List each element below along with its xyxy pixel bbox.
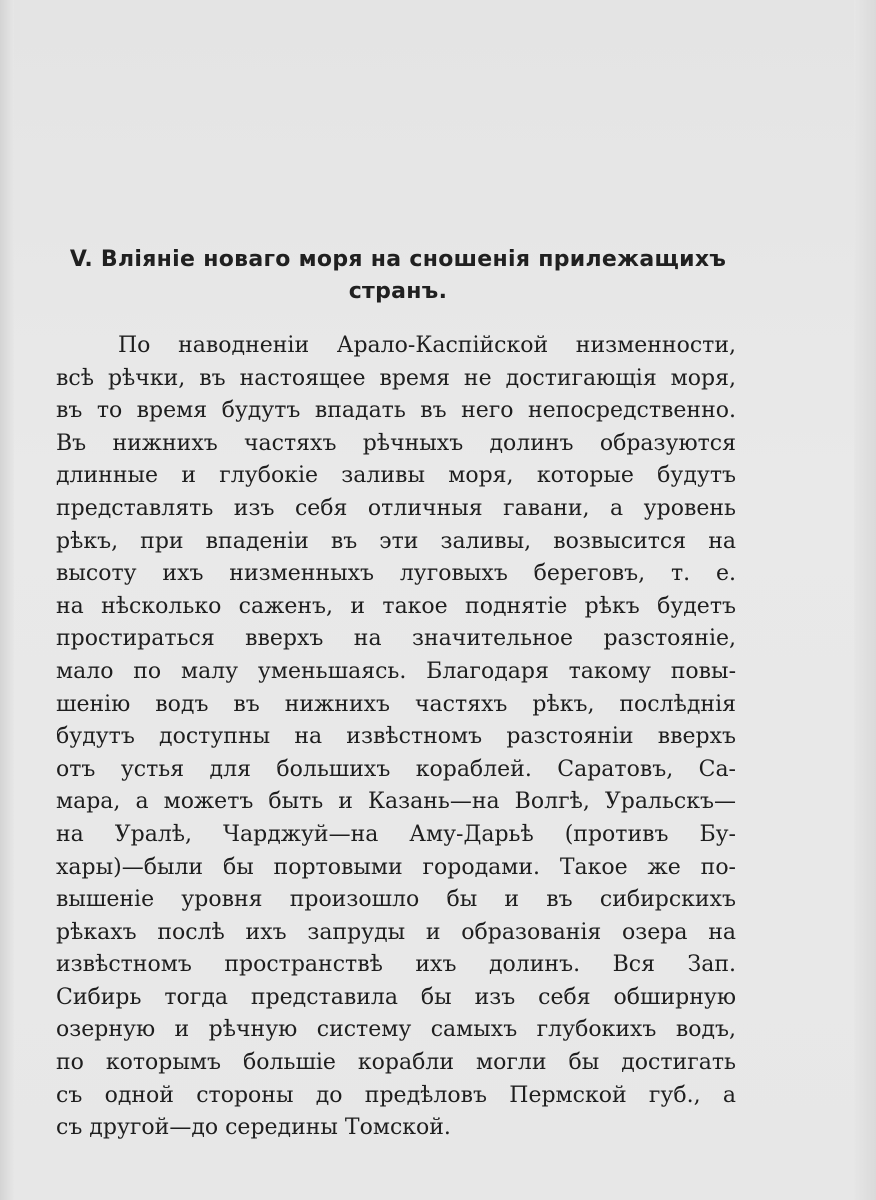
text-line: рѣкъ, при впаденіи въ эти заливы, возвысится на [56,528,736,554]
text-line: отъ устья для большихъ кораблей. Саратовъ, Са- [56,756,736,782]
section-heading [40,244,756,308]
text-line: рѣкахъ послѣ ихъ запруды и образованія озера на [56,919,736,945]
text-line: Сибирь тогда представила бы изъ себя обширную [56,984,736,1010]
page-right-edge [854,0,876,1200]
text-line: по которымъ большіе корабли могли бы достигать [56,1050,736,1076]
text-line: съ другой—до середины Томской. [56,1115,451,1141]
page-left-edge [0,0,14,1200]
text-line: на нѣсколько саженъ, и такое поднятіе рѣкъ будетъ [56,593,736,619]
text-line: мало по малу уменьшаясь. Благодаря такому повы- [56,658,736,684]
text-line: на Уралѣ, Чарджуй—на Аму-Дарьѣ (противъ Бу- [56,821,736,847]
text-line: вышеніе уровня произошло бы и въ сибирскихъ [56,887,736,913]
text-line: хары)—были бы портовыми городами. Такое же по- [56,854,736,880]
text-line: простираться вверхъ на значительное разстояніе, [56,626,736,652]
text-line: въ то время будутъ впадать въ него непосредственно. [56,398,736,424]
section-heading-line-2: странъ. [348,279,448,304]
text-line: съ одной стороны до предѣловъ Пермской губ., а [56,1082,736,1108]
text-line: будутъ доступны на извѣстномъ разстояніи вверхъ [56,724,736,750]
body-paragraph [56,330,736,1145]
text-line: представлять изъ себя отличныя гавани, а уровень [56,495,736,521]
text-line: Въ нижнихъ частяхъ рѣчныхъ долинъ образуются [56,430,736,456]
text-line: шенію водъ въ нижнихъ частяхъ рѣкъ, послѣднія [56,691,736,717]
text-line: озерную и рѣчную систему самыхъ глубокихъ водъ, [56,1017,736,1043]
text-line: длинные и глубокіе заливы моря, которые будутъ [56,463,736,489]
text-line: извѣстномъ пространствѣ ихъ долинъ. Вся Зап. [56,952,736,978]
text-line: По наводненіи Арало-Каспійской низменности, [118,333,736,358]
text-line: мара, а можетъ быть и Казань—на Волгѣ, Уральскъ— [56,789,736,815]
section-heading-line-1: V. Вліяніе новаго моря на сношенія прилежащихъ [69,247,727,272]
text-line: всѣ рѣчки, въ настоящее время не достигающія моря, [56,365,736,391]
text-line: высоту ихъ низменныхъ луговыхъ береговъ, т. е. [56,561,736,587]
